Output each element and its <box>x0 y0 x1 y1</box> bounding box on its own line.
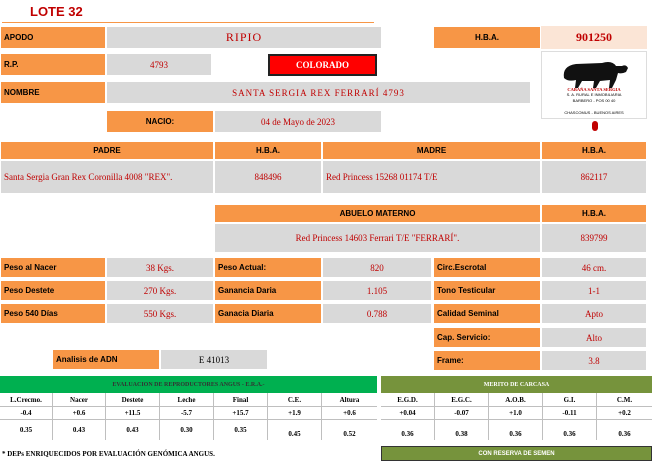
footnote: * DEPs ENRIQUECIDOS POR EVALUACIÓN GENÓMICA ANGUS. <box>2 450 215 458</box>
calidad-seminal-label: Calidad Seminal <box>433 303 541 324</box>
merito-row1 <box>381 407 652 420</box>
abuelo-header: ABUELO MATERNO <box>214 204 541 223</box>
merito-cell: 0.36 <box>489 420 543 440</box>
eval-cell: +0.6 <box>53 407 106 419</box>
merito-header: C.M. <box>616 395 633 404</box>
peso-actual-label: Peso Actual: <box>214 257 322 278</box>
eval-cell: 0.43 <box>53 420 106 440</box>
madre-value: Red Princess 15268 01174 T/E <box>322 160 541 194</box>
ganacia-diaria-label: Ganacia Diaria <box>214 303 322 324</box>
merito-header: E.G.C. <box>435 393 489 406</box>
cap-servicio-value: Alto <box>541 327 647 348</box>
merito-headers <box>381 393 652 407</box>
apodo-label: APODO <box>0 26 106 49</box>
frame-value: 3.8 <box>541 350 647 371</box>
merito-row2 <box>381 420 652 440</box>
evaluacion-headers <box>0 393 377 407</box>
merito-cell: -0.11 <box>543 407 597 419</box>
eval-cell: 0.30 <box>160 420 214 440</box>
nombre-value: SANTA SERGIA REX FERRARÍ 4793 <box>106 81 531 104</box>
merito-title: MERITO DE CARCASA <box>381 376 652 393</box>
eval-header: L.Crecmo. <box>0 393 53 406</box>
merito-header: E.G.D. <box>381 393 435 406</box>
frame-label: Frame: <box>433 350 541 371</box>
evaluacion-title: EVALUACION DE REPRODUCTORES ANGUS - E.R.A.- <box>0 376 377 393</box>
ganacia-diaria-value: 0.788 <box>322 303 432 324</box>
adn-label: Analisis de ADN <box>52 349 160 370</box>
eval-cell: +0.6 <box>343 409 356 417</box>
merito-cell: 0.36 <box>618 430 631 438</box>
eval-cell: 0.45 <box>268 420 322 440</box>
padre-hba-value: 848496 <box>214 160 322 194</box>
peso-nacer-label: Peso al Nacer <box>0 257 106 278</box>
peso-destete-label: Peso Destete <box>0 280 106 301</box>
abuelo-hba-header: H.B.A. <box>541 204 647 223</box>
peso-destete-value: 270 Kgs. <box>106 280 214 301</box>
eval-header: Altura <box>339 395 360 404</box>
eval-cell: +1.9 <box>268 407 322 419</box>
peso-nacer-value: 38 Kgs. <box>106 257 214 278</box>
logo-line2: BARBERO - POS 00 40 <box>572 98 616 103</box>
eval-cell: +15.7 <box>214 407 268 419</box>
logo-line3: CHASCOMUS - BUENOS AIRES <box>564 110 624 115</box>
eval-header: Leche <box>160 393 214 406</box>
merito-cell: 0.36 <box>543 420 597 440</box>
circ-escrotal-label: Circ.Escrotal <box>433 257 541 278</box>
evaluacion-row2 <box>0 420 377 440</box>
padre-header: PADRE <box>0 141 214 160</box>
apodo-value: RIPIO <box>106 26 382 49</box>
logo <box>541 51 647 119</box>
lote-title: LOTE 32 <box>30 4 83 19</box>
rp-label: R.P. <box>0 53 106 76</box>
eval-cell: -0.4 <box>0 407 53 419</box>
merito-cell: 0.38 <box>435 420 489 440</box>
nombre-label: NOMBRE <box>0 81 106 104</box>
lote-underline <box>2 22 374 23</box>
nacio-label: NACIO: <box>106 110 214 133</box>
merito-cell: +0.2 <box>618 409 631 417</box>
madre-hba-value: 862117 <box>541 160 647 194</box>
eval-cell: 0.35 <box>214 420 268 440</box>
tono-testicular-value: 1-1 <box>541 280 647 301</box>
ganancia-daria-value: 1.105 <box>322 280 432 301</box>
padre-hba-header: H.B.A. <box>214 141 322 160</box>
merito-cell: +0.04 <box>381 407 435 419</box>
hba-label: H.B.A. <box>433 26 541 49</box>
ganancia-daria-label: Ganancia Daria <box>214 280 322 301</box>
nacio-value: 04 de Mayo de 2023 <box>214 110 382 133</box>
merito-cell: 0.36 <box>381 420 435 440</box>
merito-cell: +1.0 <box>489 407 543 419</box>
peso-actual-value: 820 <box>322 257 432 278</box>
color-badge: COLORADO <box>268 54 377 76</box>
padre-value: Santa Sergia Gran Rex Coronilla 4008 "REX". <box>0 160 214 194</box>
merito-header: A.O.B. <box>489 393 543 406</box>
eval-cell: 0.52 <box>343 430 356 438</box>
eval-cell: +11.5 <box>106 407 160 419</box>
eval-header: C.E. <box>268 393 322 406</box>
merito-header: G.I. <box>543 393 597 406</box>
adn-value: E 41013 <box>160 349 268 370</box>
eval-cell: -5.7 <box>160 407 214 419</box>
logo-title: CABAÑA SANTA SERGIA <box>567 87 621 92</box>
eval-header: Nacer <box>53 393 106 406</box>
eval-cell: 0.43 <box>106 420 160 440</box>
calidad-seminal-value: Apto <box>541 303 647 324</box>
circ-escrotal-value: 46 cm. <box>541 257 647 278</box>
merito-cell: -0.07 <box>435 407 489 419</box>
eval-header: Destete <box>106 393 160 406</box>
logo-line1: S. A. RURAL E INMOBILIARIA <box>566 92 622 97</box>
hba-value: 901250 <box>541 26 647 49</box>
tono-testicular-label: Tono Testicular <box>433 280 541 301</box>
abuelo-value: Red Princess 14603 Ferrari T/E "FERRARÍ". <box>214 223 541 253</box>
madre-hba-header: H.B.A. <box>541 141 647 160</box>
evaluacion-row1 <box>0 407 377 420</box>
rp-value: 4793 <box>106 53 212 76</box>
eval-cell: 0.35 <box>0 420 53 440</box>
cap-servicio-label: Cap. Servicio: <box>433 327 541 348</box>
reserva-semen-banner: CON RESERVA DE SEMEN <box>381 446 652 461</box>
peso-540-value: 550 Kgs. <box>106 303 214 324</box>
abuelo-hba-value: 839799 <box>541 223 647 253</box>
eval-header: Final <box>214 393 268 406</box>
madre-header: MADRE <box>322 141 541 160</box>
bull-icon <box>542 54 646 92</box>
peso-540-label: Peso 540 Días <box>0 303 106 324</box>
logo-mark-icon <box>592 121 598 131</box>
